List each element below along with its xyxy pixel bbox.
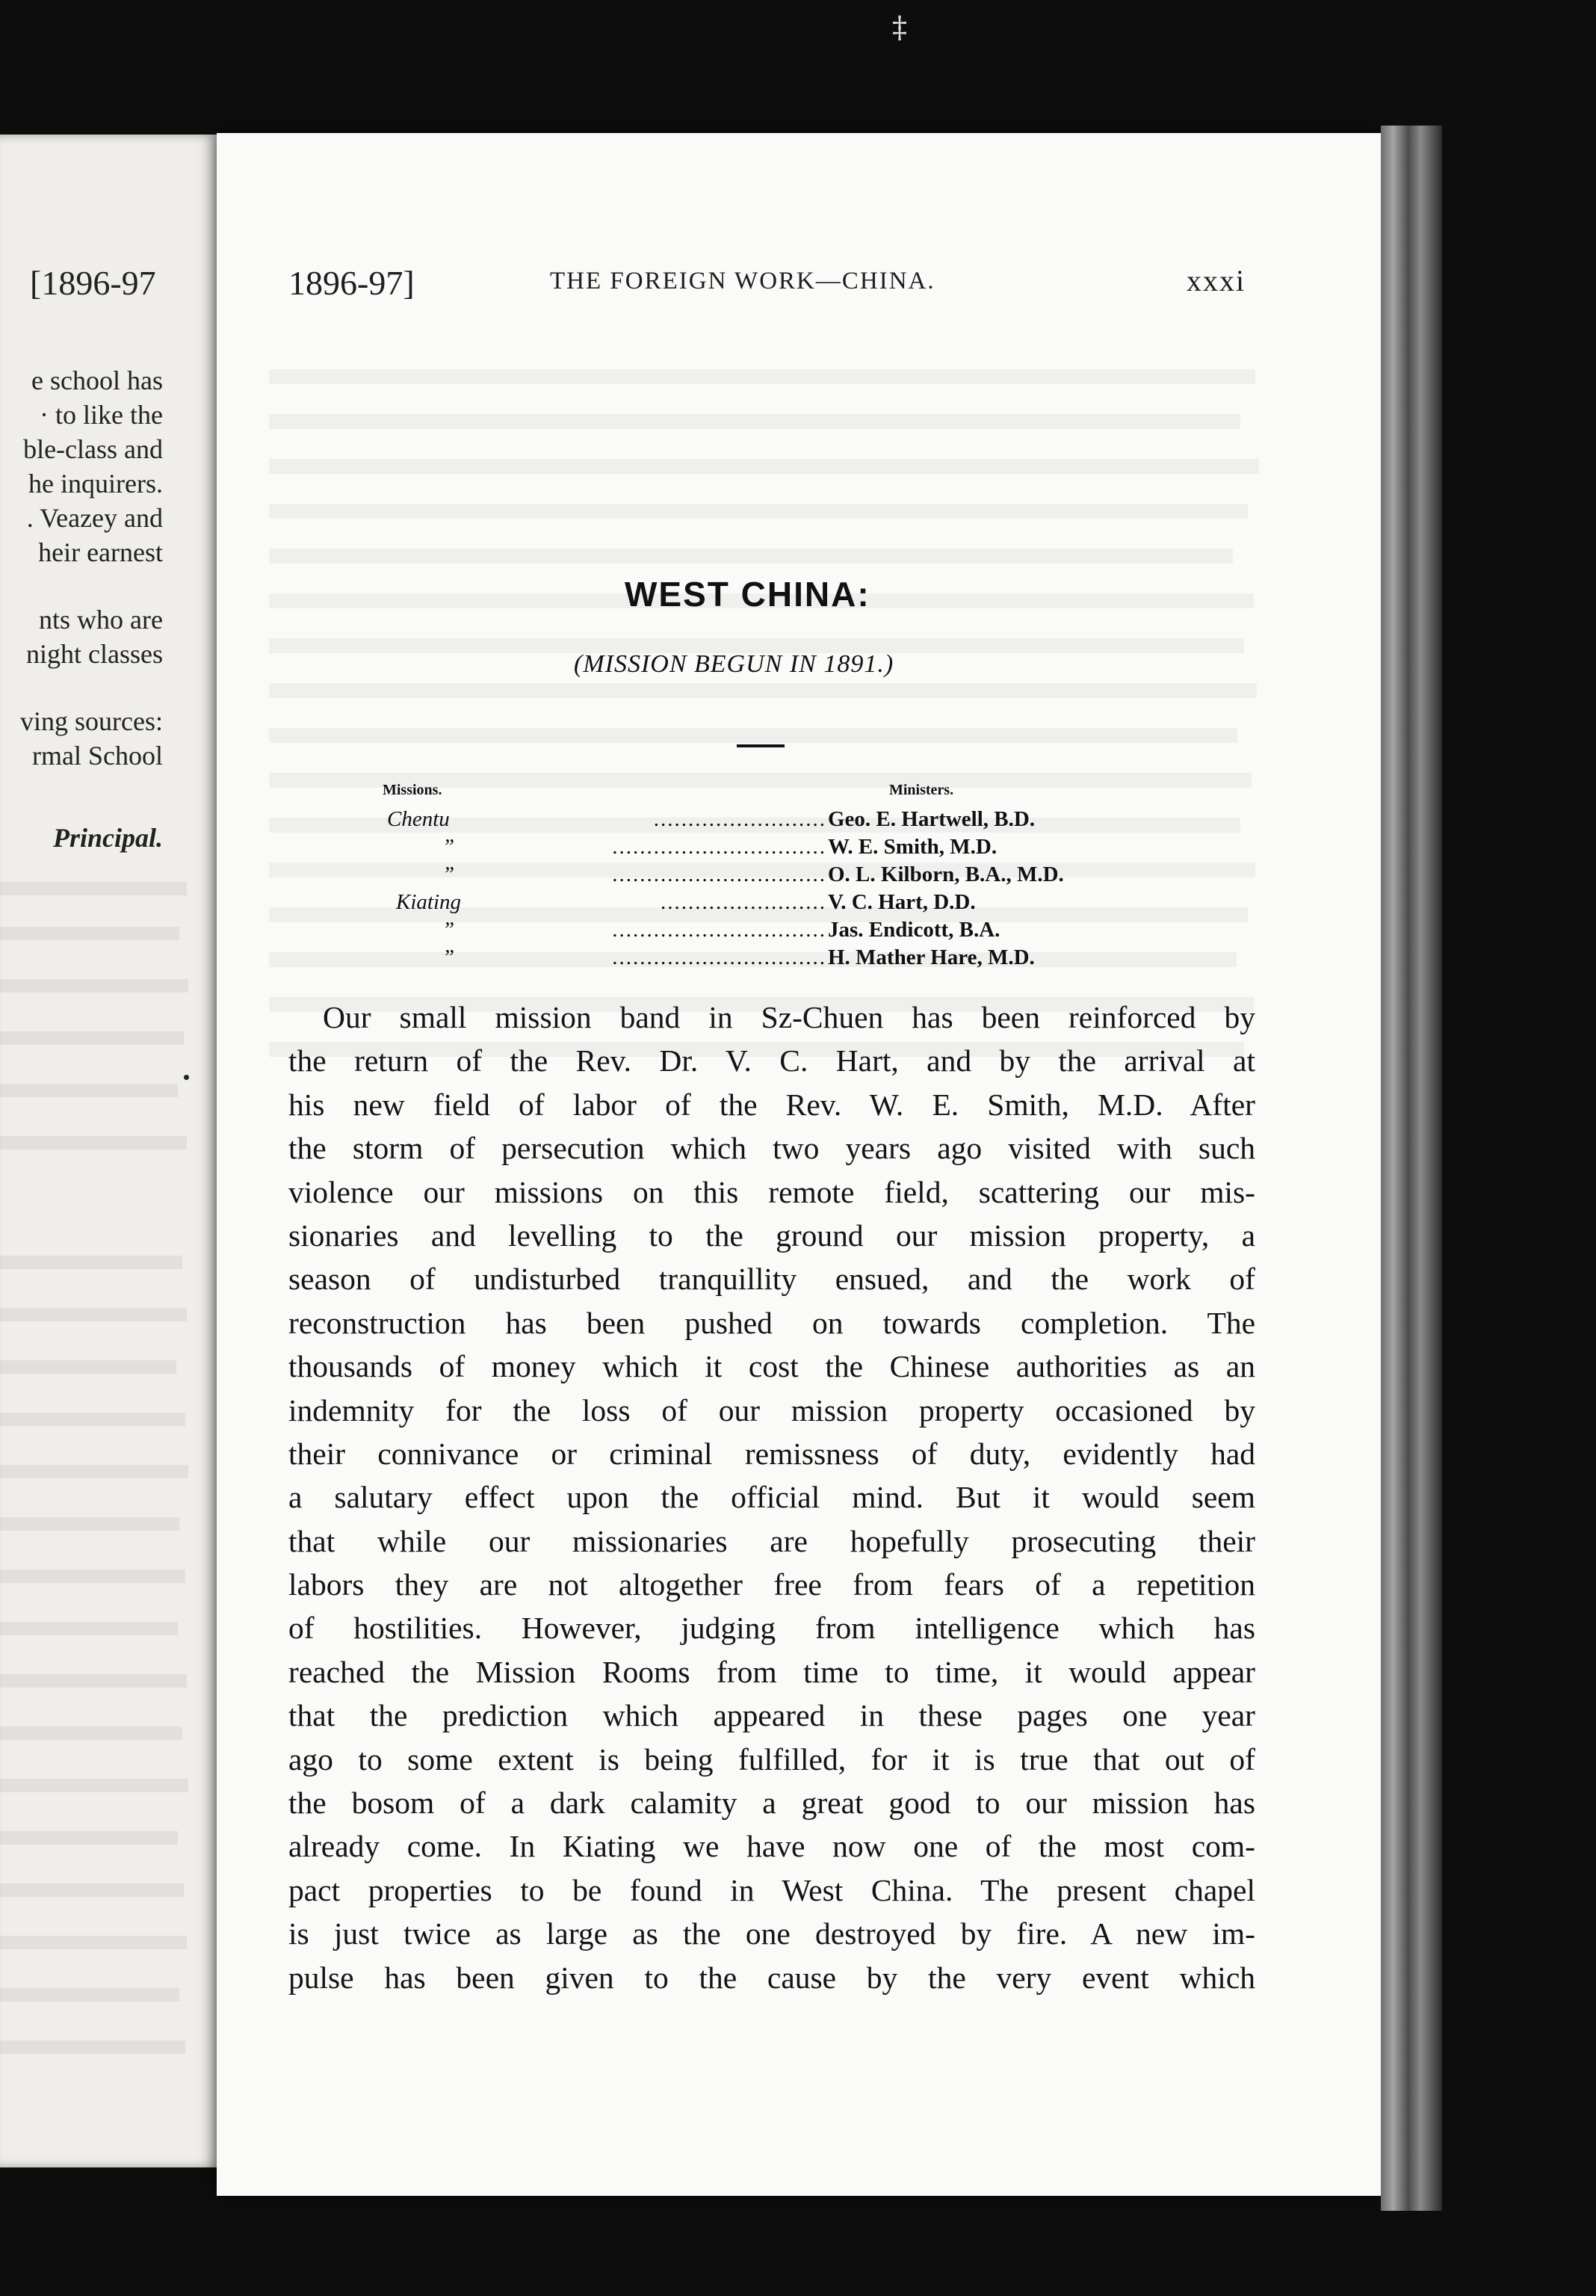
body-line: of hostilities. However, judging from intelligence which has [288,1611,1255,1646]
left-page-line: he inquirers. [28,469,163,499]
left-page-line: · to like the [40,400,163,430]
section-subtitle: (MISSION BEGUN IN 1891.) [574,650,894,678]
bleed-through-line [0,1308,187,1321]
left-page-header: [1896-97 [30,264,156,302]
bleed-through-line [0,1360,176,1374]
body-paragraph [288,996,1255,1999]
body-line: thousands of money which it cost the Chinese authorities as an [288,1349,1255,1384]
bleed-through-line [0,1465,188,1478]
body-line: violence our missions on this remote field, scattering our mis- [288,1174,1255,1209]
body-line: labors they are not altogether free from fears of a repetition [288,1567,1255,1602]
table-row [0,918,1596,946]
body-line: that while our missionaries are hopefully prosecuting their [288,1523,1255,1558]
bleed-through-line [0,1674,187,1688]
left-page-line: ble-class and [23,434,163,464]
body-line: ago to some extent is being fulfilled, for it is true that out of [288,1741,1255,1777]
minister-name: V. C. Hart, D.D. [828,890,976,914]
bleed-through-line [0,1936,187,1949]
body-line: their connivance or criminal remissness of duty, evidently had [288,1436,1255,1471]
top-mark: ‡ [892,10,907,45]
mission-name: ” [442,862,455,886]
table-row [0,862,1596,891]
left-page-line: ving sources: [20,706,163,736]
stray-mark [184,1075,189,1080]
bleed-through-line [0,1136,187,1149]
leader-dots: ......................... [653,807,826,831]
table-row [0,835,1596,863]
leader-dots: ............................... [612,918,826,942]
column-header-missions: Missions. [383,782,442,798]
bleed-through-line [0,2040,185,2054]
minister-name: O. L. Kilborn, B.A., M.D. [828,862,1064,886]
left-page-line: . Veazey and [26,503,163,533]
bleed-through-line [0,1570,185,1583]
mission-name: Chentu [387,807,450,831]
table-row [0,890,1596,919]
body-line: sionaries and levelling to the ground our mission property, a [288,1218,1255,1253]
body-line: the bosom of a dark calamity a great good to our mission has [288,1786,1255,1821]
body-line: reached the Mission Rooms from time to time, it would appear [288,1654,1255,1689]
body-line: pact properties to be found in West China. The present chapel [288,1872,1255,1907]
left-page-line: rmal School [32,741,163,771]
mission-name: Kiating [396,890,462,914]
bleed-through-line [0,1779,188,1792]
body-line: the storm of persecution which two years ago visited with such [288,1131,1255,1166]
section-title: WEST CHINA: [625,575,870,614]
page-stack-edge [1381,126,1442,2211]
page-number: xxxi [1187,264,1246,297]
left-page-line: heir earnest [38,537,163,567]
left-page-line: e school has [31,365,163,395]
body-line: the return of the Rev. Dr. V. C. Hart, and by the arrival at [288,1043,1255,1078]
mission-name: ” [442,945,455,969]
body-line: reconstruction has been pushed on towards completion. The [288,1305,1255,1340]
running-head-year: 1896-97] [288,264,415,302]
body-line: his new field of labor of the Rev. W. E. Smith, M.D. After [288,1087,1255,1122]
section-rule [737,744,785,747]
leader-dots: ............................... [612,945,826,969]
minister-name: H. Mather Hare, M.D. [828,945,1035,969]
minister-name: W. E. Smith, M.D. [828,835,998,859]
body-line: season of undisturbed tranquillity ensued, and the work of [288,1262,1255,1297]
bleed-through-line [0,1622,178,1635]
body-line: pulse has been given to the cause by the very event which [288,1960,1255,1995]
left-page-line: nts who are [39,605,163,635]
table-row [0,945,1596,974]
column-header-ministers: Ministers. [889,782,954,798]
bleed-through-line [0,1256,182,1269]
minister-name: Geo. E. Hartwell, B.D. [828,807,1036,831]
body-line: is just twice as large as the one destroyed by fire. A new im- [288,1916,1255,1951]
bleed-through-line [0,1988,179,2002]
table-row [0,807,1596,836]
leader-dots: ............................... [612,862,826,886]
mission-name: ” [442,918,455,942]
bleed-through-line [0,979,188,993]
minister-name: Jas. Endicott, B.A. [828,918,1000,942]
bleed-through-text [269,351,1263,1091]
mission-name: ” [442,835,455,859]
bleed-through-line [0,1084,178,1097]
bleed-through-line [0,1031,184,1045]
body-line: a salutary effect upon the official mind. But it would seem [288,1480,1255,1515]
left-page-line: Principal. [52,823,163,853]
bleed-through-line [0,1517,179,1531]
bleed-through-line [0,1413,185,1426]
left-page-line: night classes [26,639,163,669]
body-line: Our small mission band in Sz-Chuen has been reinforced by [323,1000,1255,1034]
bleed-through-line [0,1831,178,1845]
body-line: that the prediction which appeared in these pages one year [288,1698,1255,1733]
facing-page-left [0,135,224,2167]
leader-dots: ........................ [661,890,826,914]
body-line: already come. In Kiating we have now one of the most com- [288,1829,1255,1864]
bleed-through-line [0,1726,182,1740]
bleed-through-line [0,1883,184,1897]
leader-dots: ............................... [612,835,826,859]
running-head-title: THE FOREIGN WORK—CHINA. [550,268,935,294]
body-line: indemnity for the loss of our mission property occasioned by [288,1392,1255,1428]
